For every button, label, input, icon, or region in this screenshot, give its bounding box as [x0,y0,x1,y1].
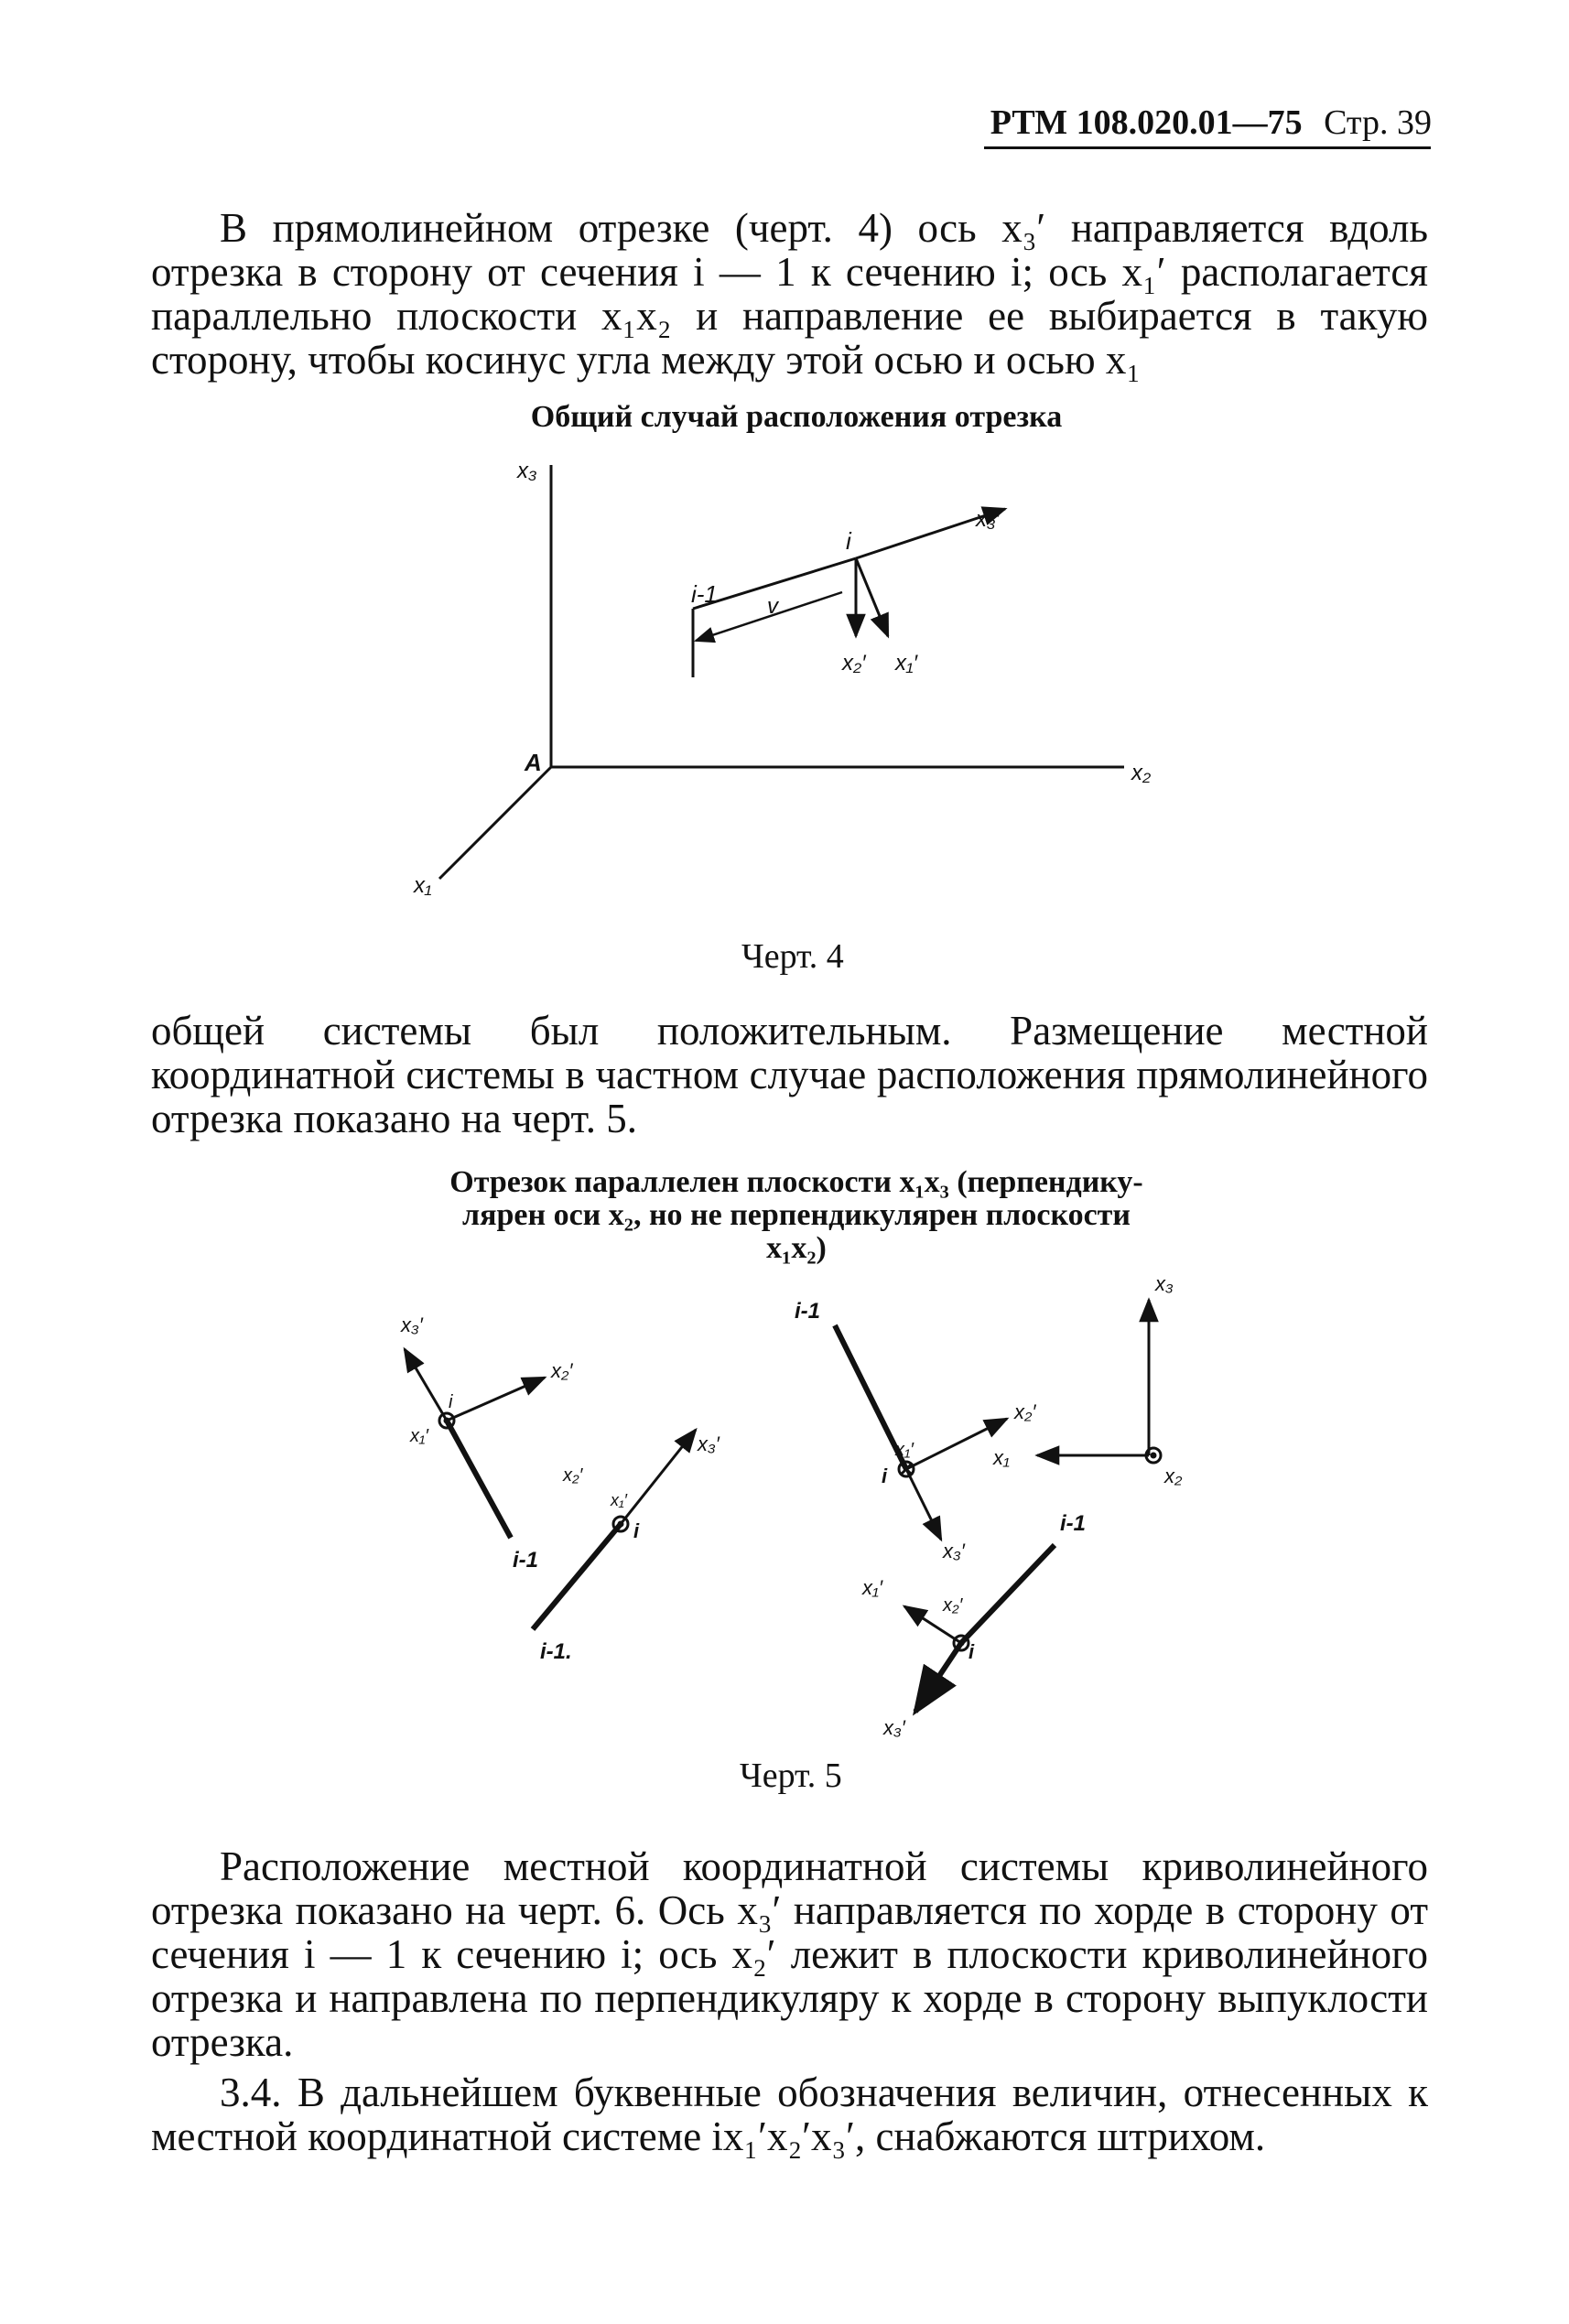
arrow-left-a-x3 [405,1349,447,1421]
node-left-b-dot [619,1522,622,1526]
figure-5-title-line-2: лярен оси x₂, но не перпендикулярен плоскости [462,1198,1131,1232]
label-mid-a-i-minus-1: i-1 [795,1299,821,1324]
label-mid-b-x3: x₃′ [883,1716,905,1739]
figure-5-diagram [405,1300,1161,1712]
paragraph-2: общей системы был положительным. Размещение местной координатной системы в частном случае расположения прямолинейного отрезка показано на черт. 5. [151,1008,1428,1141]
node-left-a-dot [445,1419,449,1422]
node-mid-b-dot [959,1641,963,1645]
label-i: i [846,527,851,555]
segment-left-a [447,1421,511,1538]
label-x2-prime: x₂′ [842,651,866,676]
figure-5-caption: Черт. 5 [740,1757,842,1795]
arrow-mid-b-x3 [915,1643,961,1712]
figure-5-labels [400,1272,1183,1739]
figure-5-title-line-3: x₁x₂) [766,1231,827,1265]
global-x2-node-dot [1152,1454,1155,1457]
figure-4-diagram [439,465,1124,879]
label-mid-b-x2: x₂′ [943,1595,963,1616]
paragraph-1: В прямолинейном отрезке (черт. 4) ось x₃′ направляется вдоль отрезка в сторону от сечения i — 1 к сечению i; ось x₁′ располагается параллельно плоскости x₁x₂ и направление ее выбирается в такую сторону, чтобы косинус угла между этой осью и осью x₁ [151,205,1428,383]
label-left-b-x2: x₂′ [563,1465,583,1486]
label-v: v [767,594,778,619]
document-code: РТМ 108.020.01—75 [990,103,1303,142]
label-mid-a-x3: x₃′ [943,1540,965,1562]
label-mid-b-x1: x₁′ [862,1576,883,1599]
label-mid-a-i: i [882,1465,888,1487]
axis-x1-line [439,767,551,879]
label-x3-prime: x₃′ [976,507,1001,532]
local-x1-axis [856,558,888,636]
segment-mid-b [961,1545,1055,1643]
label-i-minus-1: i-1 [691,580,718,608]
label-global-x2: x₂ [1164,1465,1183,1487]
label-mid-b-i-minus-1: i-1 [1060,1511,1087,1536]
arrow-mid-a-x2 [906,1419,1007,1469]
label-global-x1: x₁ [993,1446,1010,1469]
label-x1: x₁ [414,873,432,898]
label-left-a-x3: x₃′ [401,1313,423,1336]
label-global-x3: x₃ [1155,1272,1174,1295]
paragraph-4: 3.4. В дальнейшем буквенные обозначения величин, отнесенных к местной координатной системе ix₁′x₂′x₃′, снабжаются штрихом. [151,2070,1428,2159]
figure-4-caption: Черт. 4 [741,937,844,976]
label-left-a-x1: x₁′ [410,1426,429,1446]
label-left-b-i-minus-1: i-1. [540,1639,572,1664]
label-mid-a-x1: x₁′ [895,1440,914,1460]
label-mid-b-i: i [968,1640,975,1663]
arrow-left-b-x3 [621,1430,696,1524]
arrow-left-a-x2 [447,1378,545,1421]
label-x3: x₃ [517,459,537,483]
label-left-b-i: i [633,1519,640,1542]
paragraph-3: Расположение местной координатной системы криволинейного отрезка показано на черт. 6. Ось x₃′ направляется по хорде в сторону от сечения i — 1 к сечению i; ось x₂′ лежит в плоскости криволинейного отрезка и направлена по перпендикуляру к хорде в сторону выпуклости отрезка. [151,1843,1428,2065]
label-x2: x₂ [1131,761,1152,785]
figure-4-title: Общий случай расположения отрезка [530,400,1063,434]
label-left-a-x2: x₂′ [551,1359,573,1382]
arrow-mid-a-x3 [906,1469,941,1540]
label-x1-prime: x₁′ [895,651,918,676]
label-left-b-x3: x₃′ [698,1432,720,1455]
label-left-a-i-minus-1: i-1 [513,1548,539,1573]
segment-left-b [533,1524,621,1629]
label-mid-a-x2: x₂′ [1014,1400,1036,1423]
label-left-b-x1: x₁′ [611,1491,628,1509]
label-left-a-i: i [449,1392,453,1412]
figure-5-title-line-1: Отрезок параллелен плоскости x₁x₃ (перпендику- [449,1165,1143,1199]
label-A: A [525,749,542,776]
figure-4-labels [413,459,1151,898]
page-number: Стр. 39 [1324,103,1432,142]
